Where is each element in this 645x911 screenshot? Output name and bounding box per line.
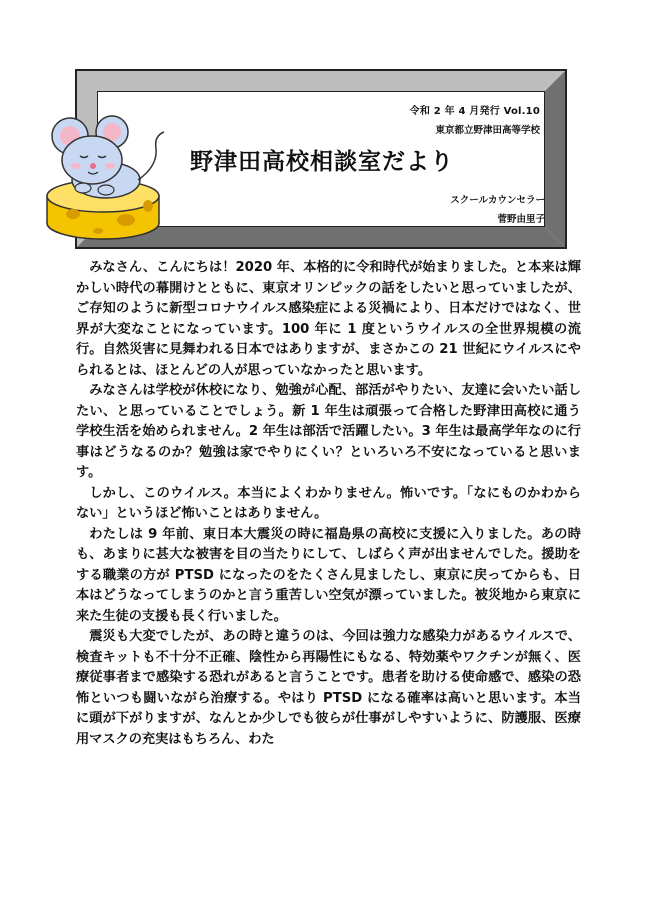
frame-bevel-top: [77, 71, 565, 91]
article-body: [76, 258, 581, 750]
newsletter-title: 野津田高校相談室だより: [190, 149, 454, 175]
author-role: スクールカウンセラー: [450, 195, 545, 206]
paragraph: しかし、このウイルス。本当によくわかりません。怖いです。「なにものかわからない」というほど怖いことはありません。: [76, 485, 581, 521]
paragraph: みなさんは学校が休校になり、勉強が心配、部活がやりたい、友達に会いたい話したい、と思っていることでしょう。新 1 年生は頑張って合格した野津田高校に通う学校生活を始められません。2 年生は部活で活躍したい。3 年生は最高学年なのに行事はどうなるのか？勉強は家でやりにくい？といろいろ不安になっていると思います。: [76, 383, 581, 480]
paragraph: みなさん、こんにちは！2020 年、本格的に令和時代が始まりました。と本来は輝かしい時代の幕開けとともに、東京オリンピックの話をしたいと思っていましたが、ご存知のように新型コロナウイルス感染症による災禍により、日本だけではなく、世界が大変なことになっています。100 年に 1 度というウイルスの全世界規模の流行。自然災害に見舞われる日本ではありますが、まさかこの 21 世紀にウイルスにやられるとは、ほとんどの人が思っていなかったと思います。: [76, 260, 581, 378]
author-name: 菅野由里子: [497, 214, 545, 225]
school-name: 東京都立野津田高等学校: [435, 125, 540, 136]
paragraph: 震災も大変でしたが、あの時と違うのは、今回は強力な感染力があるウイルスで、検査キットも不十分不正確、陰性から再陽性にもなる、特効薬やワクチンが無く、医療従事者まで感染する恐れがあると言うことです。患者を助ける使命感で、感染の恐怖といつも闘いながら治療する。やはり PTSD になる確率は高いと思います。本当に頭が下がりますが、なんとか少しでも彼らが仕事がしやすいように、防護服、医療用マスクの充実はもちろん、わた: [76, 629, 581, 747]
frame-bevel-right: [545, 71, 565, 247]
paragraph: わたしは 9 年前、東日本大震災の時に福島県の高校に支援に入りました。あの時も、あまりに甚大な被害を目の当たりにして、しばらく声が出ませんでした。援助をする職業の方が PTSD になったのをたくさん見ましたし、東京に戻ってからも、日本はどうなってしまうのかと言う重苦しい空気が漂っていました。被災地から東京に来た生徒の支援も長く行いました。: [76, 526, 581, 624]
issue-date: 令和 2 年 4 月発行 Vol.10: [409, 106, 540, 117]
mouse-on-cheese-icon: [28, 96, 178, 246]
